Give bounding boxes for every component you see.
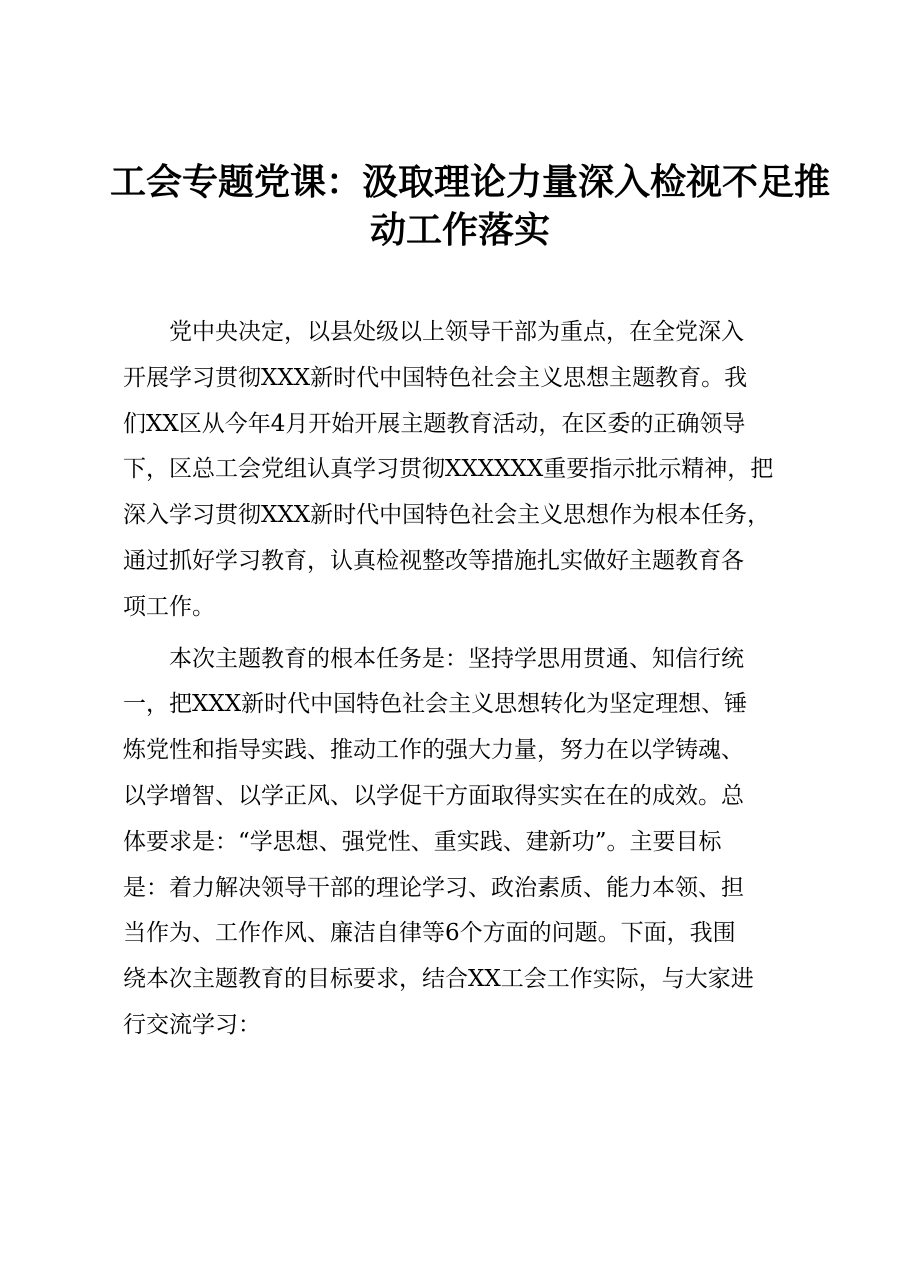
paragraph-line: 深入学习贯彻XXX新时代中国特色社会主义思想作为根本任务，	[123, 502, 771, 529]
paragraph-line: 当作为、工作作风、廉洁自律等6个方面的问题。下面，我围	[123, 920, 736, 947]
paragraph-line: 体要求是：“学思想、强党性、重实践、建新功”。主要目标	[123, 828, 722, 855]
paragraph-line: 以学增智、以学正风、以学促干方面取得实实在在的成效。总	[123, 782, 744, 809]
paragraph-line: 一，把XXX新时代中国特色社会主义思想转化为坚定理想、锤	[123, 691, 748, 718]
paragraph-2	[123, 637, 813, 1049]
document-title	[110, 158, 831, 254]
paragraph-line: 项工作。	[123, 593, 215, 620]
paragraph-line: 开展学习贯彻XXX新时代中国特色社会主义思想主题教育。我	[123, 364, 748, 391]
paragraph-line: 们XX区从今年4月开始开展主题教育活动，在区委的正确领导	[123, 410, 746, 437]
title-line: 工会专题党课：汲取理论力量深入检视不足推	[110, 161, 831, 203]
paragraph-line: 党中央决定，以县处级以上领导干部为重点，在全党深入	[169, 319, 744, 345]
paragraph-line: 行交流学习：	[123, 1011, 261, 1038]
paragraph-1	[123, 310, 813, 631]
document-body	[123, 310, 813, 1055]
title-line: 动工作落实	[369, 209, 550, 251]
paragraph-line: 下，区总工会党组认真学习贯彻XXXXXX重要指示批示精神，把	[123, 456, 774, 483]
paragraph-line: 本次主题教育的根本任务是：坚持学思用贯通、知信行统	[169, 645, 744, 672]
paragraph-line: 绕本次主题教育的目标要求，结合XX工会工作实际，与大家进	[123, 966, 754, 993]
paragraph-line: 通过抓好学习教育，认真检视整改等措施扎实做好主题教育各	[123, 547, 744, 574]
paragraph-line: 是：着力解决领导干部的理论学习、政治素质、能力本领、担	[123, 874, 744, 901]
paragraph-line: 炼党性和指导实践、推动工作的强大力量，努力在以学铸魂、	[123, 737, 744, 764]
